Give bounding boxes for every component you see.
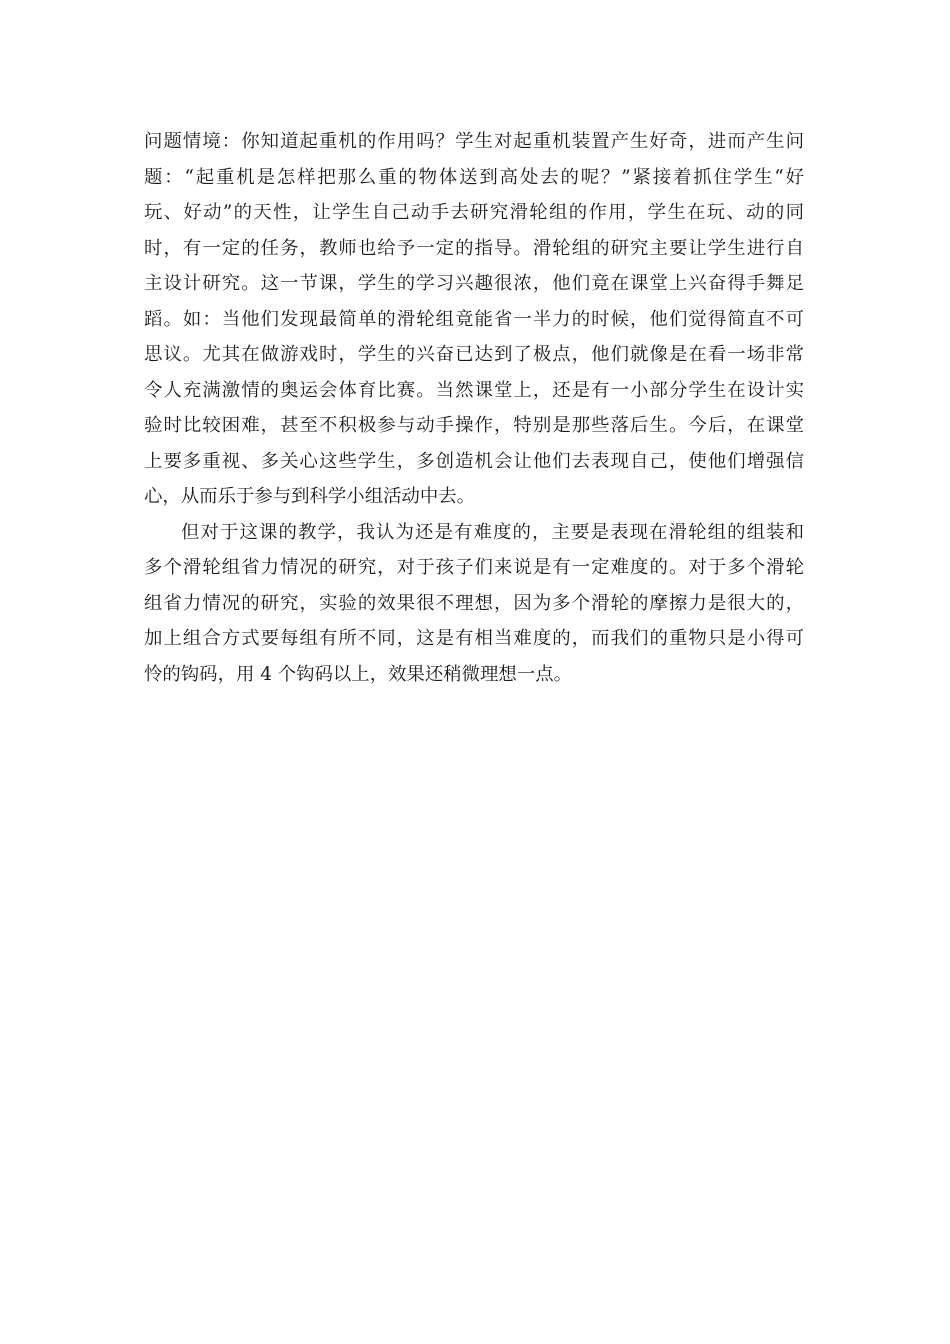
paragraph-line: 时，有一定的任务，教师也给予一定的指导。滑轮组的研究主要让学生进行自 <box>144 237 804 259</box>
paragraph-line: 验时比较困难，甚至不积极参与动手操作，特别是那些落后生。今后，在课堂 <box>144 415 804 436</box>
paragraph-line: 上要多重视、多关心这些学生，多创造机会让他们去表现自己，使他们增强信 <box>144 450 804 472</box>
paragraph-line: 怜的钩码，用 4 个钩码以上，效果还稍微理想一点。 <box>144 663 572 685</box>
paragraph-line: 组省力情况的研究，实验的效果很不理想，因为多个滑轮的摩擦力是很大的， <box>144 592 804 614</box>
paragraph-line: 问题情境：你知道起重机的作用吗？学生对起重机装置产生好奇，进而产生问 <box>144 131 804 152</box>
paragraph-line: 思议。尤其在做游戏时，学生的兴奋已达到了极点，他们就像是在看一场非常 <box>144 344 804 365</box>
paragraph-line: 加上组合方式要每组有所不同，这是有相当难度的，而我们的重物只是小得可 <box>144 628 804 649</box>
paragraph-1 <box>144 124 804 515</box>
paragraph-line: 令人充满激情的奥运会体育比赛。当然课堂上，还是有一小部分学生在设计实 <box>144 379 804 401</box>
paragraph-line: 但对于这课的教学，我认为还是有难度的，主要是表现在滑轮组的组装和 <box>181 521 804 543</box>
document-body <box>144 124 804 692</box>
paragraph-line: 玩、好动”的天性，让学生自己动手去研究滑轮组的作用，学生在玩、动的同 <box>144 202 804 223</box>
paragraph-line: 多个滑轮组省力情况的研究，对于孩子们来说是有一定难度的。对于多个滑轮 <box>144 557 804 578</box>
paragraph-2 <box>144 515 804 693</box>
paragraph-line: 主设计研究。这一节课，学生的学习兴趣很浓，他们竟在课堂上兴奋得手舞足 <box>144 273 804 294</box>
paragraph-line: 心，从而乐于参与到科学小组活动中去。 <box>144 486 476 507</box>
paragraph-line: 蹈。如：当他们发现最简单的滑轮组竟能省一半力的时候，他们觉得简直不可 <box>144 308 804 330</box>
paragraph-line: 题：“起重机是怎样把那么重的物体送到高处去的呢？”紧接着抓住学生“好 <box>144 166 804 188</box>
